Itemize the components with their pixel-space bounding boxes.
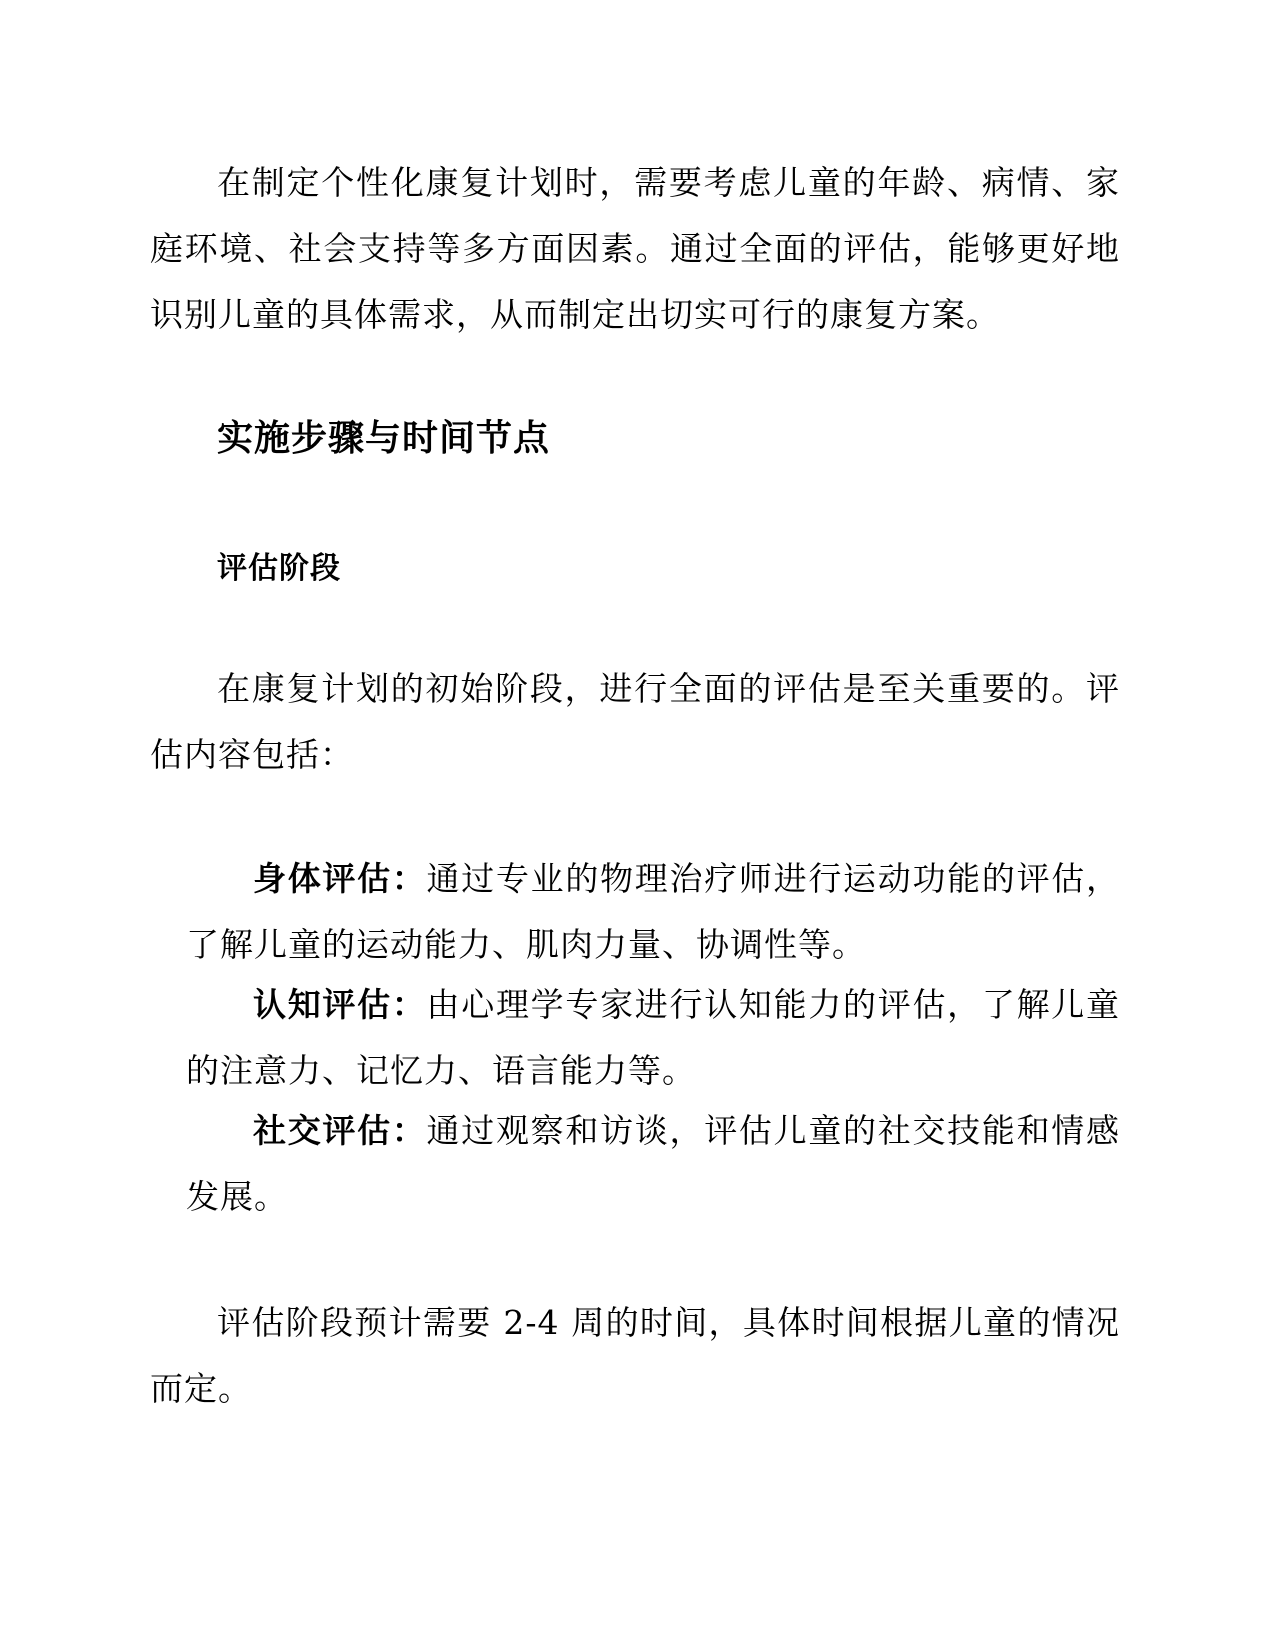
assessment-item-term: 认知评估： xyxy=(253,985,427,1024)
subsection-heading: 评估阶段 xyxy=(217,551,341,586)
assessment-item-text: 通过观察和访谈，评估儿童的社交技能和情感发展。 xyxy=(186,1111,1121,1216)
assessment-item-text: 由心理学专家进行认知能力的评估，了解儿童的注意力、记忆力、语言能力等。 xyxy=(186,985,1121,1090)
assessment-intro-paragraph: 在康复计划的初始阶段，进行全面的评估是至关重要的。评估内容包括： xyxy=(150,669,1120,774)
assessment-item-term: 社交评估： xyxy=(253,1111,427,1150)
intro-paragraph: 在制定个性化康复计划时，需要考虑儿童的年龄、病情、家庭环境、社会支持等多方面因素。通过全面的评估，能够更好地识别儿童的具体需求，从而制定出切实可行的康复方案。 xyxy=(150,163,1120,334)
assessment-item-text: 通过专业的物理治疗师进行运动功能的评估，了解儿童的运动能力、肌肉力量、协调性等。 xyxy=(186,859,1121,964)
assessment-item-physical xyxy=(186,846,1120,978)
section-heading: 实施步骤与时间节点 xyxy=(217,418,551,459)
duration-paragraph: 评估阶段预计需要 2-4 周的时间，具体时间根据儿童的情况而定。 xyxy=(150,1303,1120,1408)
assessment-item-social xyxy=(186,1098,1120,1230)
assessment-item-term: 身体评估： xyxy=(253,859,427,898)
assessment-item-cognitive xyxy=(186,972,1120,1104)
